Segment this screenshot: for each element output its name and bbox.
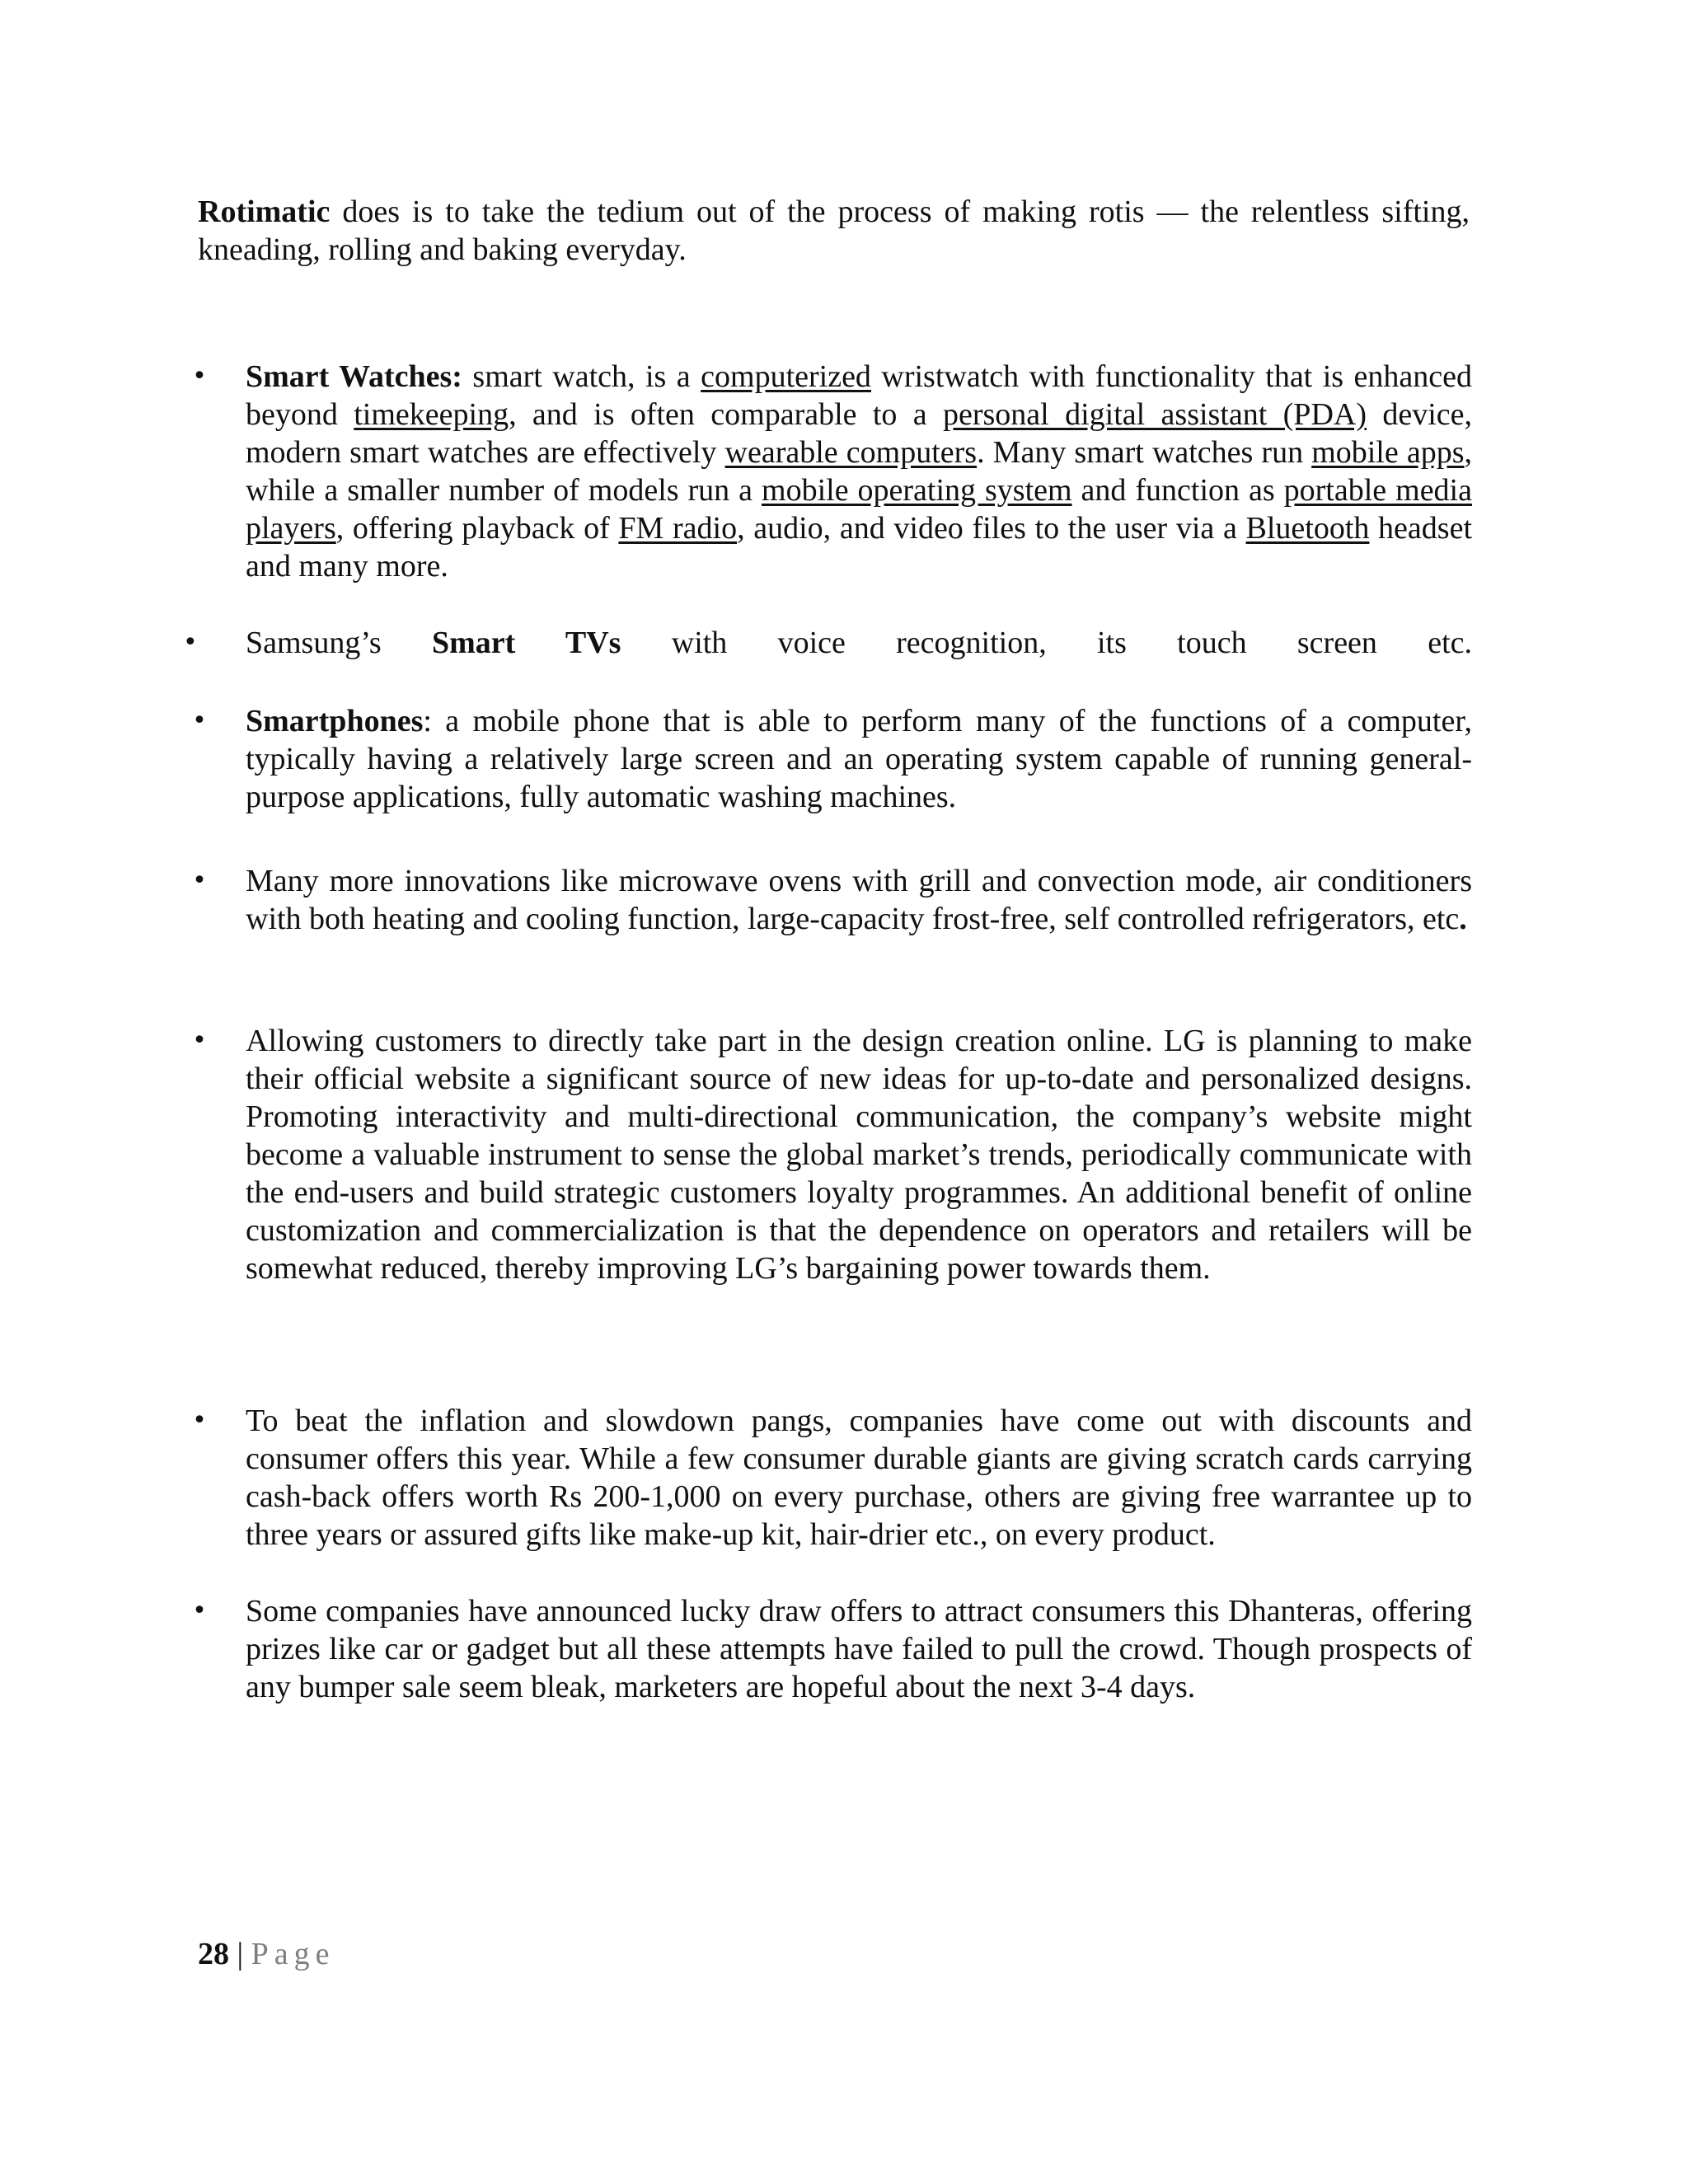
text-run: , offering playback of [335, 511, 619, 546]
bullet-icon: • [192, 362, 207, 391]
bullet-icon: • [192, 1406, 207, 1435]
link-timekeeping[interactable]: timekeeping [354, 397, 509, 432]
bullet-inflation [192, 1402, 1472, 1554]
bullet-lucky-draw [192, 1592, 1472, 1706]
link-personal-digital-assistant[interactable]: personal digital assistant (PDA) [943, 397, 1367, 432]
link-computerized[interactable]: computerized [701, 359, 871, 394]
footer-separator: | [229, 1937, 251, 1971]
text-run: wristwatch with functionality that is enhanced beyond [246, 359, 1472, 432]
text-run: device, modern smart watches are effectively [246, 397, 1472, 470]
text-run: and function as [1071, 473, 1284, 508]
text-run: . Many smart watches run [977, 435, 1312, 470]
bold-period: . [1459, 902, 1467, 936]
page-label: Page [251, 1937, 335, 1971]
text-run: Samsung’s [246, 626, 432, 660]
bullet-icon: • [183, 628, 198, 657]
text-run: Many more innovations like microwave ovens with grill and convection mode, air conditioners with both heating and cooling function, large-capacity frost-free, self controlled refrigerators, etc [246, 864, 1472, 936]
smart-watches-term: Smart Watches: [246, 359, 462, 394]
page-footer [198, 1935, 335, 1973]
bullet-icon: • [192, 866, 207, 895]
text-run: , and is often comparable to a [509, 397, 943, 432]
bullet-icon: • [192, 1026, 207, 1055]
text-run: headset and many more. [246, 511, 1473, 583]
text-run: with voice recognition, its touch screen etc. [621, 626, 1472, 660]
rotimatic-term: Rotimatic [198, 194, 331, 229]
intro-text: does is to take the tedium out of the process of making rotis — the relentless sifting, kneading, rolling and baking everyday. [198, 194, 1470, 267]
text-run: smart watch, is a [462, 359, 701, 394]
bullet-smartphones [192, 702, 1472, 816]
text-run: Some companies have announced lucky draw offers to attract consumers this Dhanteras, offering prizes like car or gadget but all these attempts have failed to pull the crowd. Though prospects of any bumper sale seem bleak, marketers are hopeful about the next 3-4 days. [246, 1594, 1472, 1704]
link-fm-radio[interactable]: FM radio [618, 511, 738, 546]
link-bluetooth[interactable]: Bluetooth [1245, 511, 1370, 546]
bullet-innovations [192, 862, 1472, 938]
bullet-icon: • [192, 706, 207, 735]
intro-paragraph [198, 193, 1470, 269]
page-number: 28 [198, 1937, 229, 1971]
smart-tvs-term: Smart TVs [431, 626, 621, 660]
bullet-smart-watches [192, 358, 1473, 585]
link-wearable-computers[interactable]: wearable computers [724, 435, 978, 470]
smartphones-term: Smartphones [246, 704, 424, 738]
bullet-icon: • [192, 1596, 207, 1625]
text-run: , while a smaller number of models run a [246, 435, 1472, 508]
text-run: To beat the inflation and slowdown pangs, companies have come out with discounts and consumer offers this year. While a few consumer durable giants are giving scratch cards carrying cash-back offers worth Rs 200-1,000 on every purchase, others are giving free warrantee up to three years or assured gifts like make-up kit, hair-drier etc., on every product. [246, 1404, 1472, 1552]
text-run: , audio, and video files to the user via a [737, 511, 1246, 546]
text-run: Allowing customers to directly take part in the design creation online. LG is planning to make their official website a significant source of new ideas for up-to-date and personalized designs. Promoting interactivity and multi-directional communication, the company’s website might become a valuable instrument to sense the global market’s trends, periodically communicate with the end-users and build strategic customers loyalty programmes. An additional benefit of online customization and commercialization is that the dependence on operators and retailers will be somewhat reduced, thereby improving LG’s bargaining power towards them. [246, 1024, 1472, 1286]
link-mobile-apps[interactable]: mobile apps [1311, 435, 1465, 470]
link-portable-media-players[interactable]: portable media players [246, 473, 1472, 546]
bullet-smart-tvs [183, 624, 1472, 662]
text-run: : a mobile phone that is able to perform many of the functions of a computer, typically having a relatively large screen and an operating system capable of running general-purpose applications, fully automatic washing machines. [246, 704, 1472, 814]
bullet-lg-design [192, 1022, 1472, 1287]
link-mobile-operating-system[interactable]: mobile operating system [762, 473, 1072, 508]
